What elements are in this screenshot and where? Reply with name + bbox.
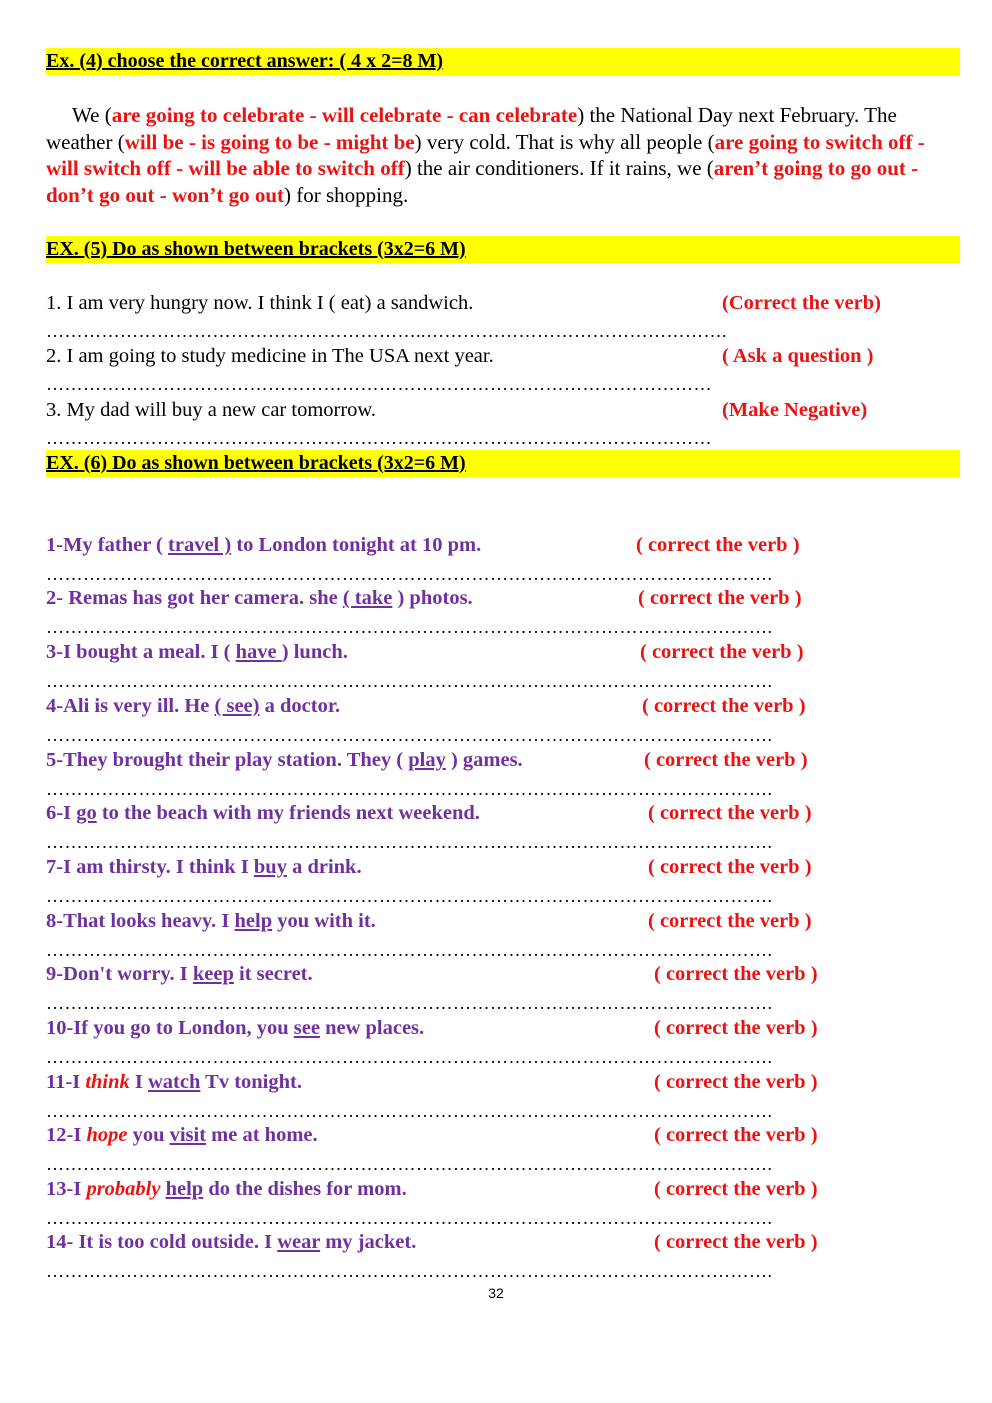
ex4-s2-b: ) very cold. That is why all people ( — [414, 129, 715, 154]
ex6-item-7 — [46, 852, 362, 882]
ex6-item-1-instruction: ( correct the verb ) — [636, 534, 800, 556]
ex6-item-10-instruction: ( correct the verb ) — [654, 1017, 818, 1039]
ex6-item-4-pre: 4-Ali is very ill. He — [46, 695, 215, 717]
ex5-heading-bar — [46, 236, 960, 263]
ex6-item-13-keyword: probably — [86, 1178, 161, 1200]
ex5-item-2-instruction: ( Ask a question ) — [722, 345, 874, 367]
ex6-item-9-verb: keep — [192, 963, 234, 985]
ex6-item-2-post: ) photos. — [392, 587, 473, 609]
ex6-item-4 — [46, 691, 340, 721]
ex6-item-4-instruction: ( correct the verb ) — [642, 695, 806, 717]
ex6-item-8 — [46, 906, 376, 936]
ex6-item-8-post: you with it. — [272, 910, 376, 932]
ex5-item-2-answer-line[interactable]: ……………………………………………………………………………………………… — [46, 374, 712, 394]
ex6-item-12-post: me at home. — [206, 1124, 318, 1146]
ex6-item-10-answer-line[interactable]: ………………………………………………………………………………………………………. — [46, 1047, 773, 1067]
ex4-s4-options: aren’t going to go out - don’t go out - won’t go out — [46, 156, 919, 207]
ex6-item-14-verb: wear — [277, 1231, 321, 1253]
ex6-item-11-instruction: ( correct the verb ) — [654, 1071, 818, 1093]
ex6-item-1-pre: 1-My father ( — [46, 534, 169, 556]
ex4-s4-b: ) for shopping. — [284, 182, 409, 207]
ex6-item-11-keyword: think — [85, 1071, 130, 1093]
ex6-item-12-answer-line[interactable]: ………………………………………………………………………………………………………. — [46, 1154, 773, 1174]
ex4-heading: Ex. (4) choose the correct answer: ( 4 x 2=8 M) — [46, 50, 444, 72]
ex5-item-1-answer-line[interactable]: ……………………………………………………..…………………………………………. — [46, 321, 727, 341]
ex6-item-6-pre: 6-I — [46, 802, 77, 824]
ex6-item-1-answer-line[interactable]: ………………………………………………………………………………………………………. — [46, 564, 773, 584]
ex6-item-8-verb: help — [234, 910, 273, 932]
ex6-item-2 — [46, 583, 473, 613]
ex6-heading: EX. (6) Do as shown between brackets (3x2=6 M) — [46, 452, 466, 474]
ex6-item-14-pre: 14- It is too cold outside. I — [46, 1231, 278, 1253]
ex6-item-14-answer-line[interactable]: ………………………………………………………………………………………………………. — [46, 1261, 773, 1281]
ex6-item-14-instruction: ( correct the verb ) — [654, 1231, 818, 1253]
ex4-s3-options: are going to switch off - will switch off - will be able to switch off — [46, 129, 925, 180]
ex6-item-3-instruction: ( correct the verb ) — [640, 641, 804, 663]
ex6-item-3-verb: have — [235, 641, 282, 663]
ex6-item-10-verb: see — [293, 1017, 320, 1039]
ex6-item-5-answer-line[interactable]: ………………………………………………………………………………………………………. — [46, 779, 773, 799]
ex6-item-3-answer-line[interactable]: ………………………………………………………………………………………………………. — [46, 671, 773, 691]
ex5-item-3-answer-line[interactable]: ……………………………………………………………………………………………… — [46, 428, 712, 448]
ex6-item-3-pre: 3-I bought a meal. I ( — [46, 641, 236, 663]
ex6-item-10-post: new places. — [319, 1017, 425, 1039]
ex6-item-10-pre: 10-If you go to London, you — [46, 1017, 294, 1039]
ex5-item-3-instruction: (Make Negative) — [722, 399, 868, 421]
ex6-item-2-verb: ( take — [342, 587, 393, 609]
ex6-item-2-pre: 2- Remas has got her camera. she — [46, 587, 343, 609]
ex6-item-6-answer-line[interactable]: ………………………………………………………………………………………………………. — [46, 832, 773, 852]
ex6-item-14 — [46, 1227, 416, 1257]
ex6-item-2-answer-line[interactable]: ………………………………………………………………………………………………………. — [46, 617, 773, 637]
ex6-item-11-post: Tv tonight. — [200, 1071, 302, 1093]
ex6-item-1-verb: travel ) — [168, 534, 232, 556]
ex4-s2-a: The weather ( — [46, 103, 897, 154]
ex6-item-13-pre: 13-I — [46, 1178, 87, 1200]
ex6-item-10 — [46, 1013, 424, 1043]
ex6-item-5-instruction: ( correct the verb ) — [644, 749, 808, 771]
ex6-item-13-answer-line[interactable]: ………………………………………………………………………………………………………. — [46, 1208, 773, 1228]
ex6-item-6-post: to the beach with my friends next weekend. — [96, 802, 480, 824]
ex6-item-9 — [46, 959, 313, 989]
ex6-item-13 — [46, 1174, 407, 1204]
ex6-item-8-answer-line[interactable]: ………………………………………………………………………………………………………. — [46, 940, 773, 960]
ex5-item-1: 1. I am very hungry now. I think I ( eat) a sandwich. — [46, 292, 474, 314]
ex6-item-3-post: ) lunch. — [281, 641, 348, 663]
ex6-item-8-instruction: ( correct the verb ) — [648, 910, 812, 932]
ex6-item-7-instruction: ( correct the verb ) — [648, 856, 812, 878]
ex6-item-12-instruction: ( correct the verb ) — [654, 1124, 818, 1146]
ex5-heading: EX. (5) Do as shown between brackets (3x2=6 M) — [46, 238, 466, 260]
ex6-item-12-mid: you — [127, 1124, 170, 1146]
ex6-item-12-verb: visit — [169, 1124, 207, 1146]
ex6-item-11-answer-line[interactable]: ………………………………………………………………………………………………………. — [46, 1101, 773, 1121]
ex6-heading-bar — [46, 450, 960, 477]
ex6-item-12 — [46, 1120, 318, 1150]
ex6-item-6 — [46, 798, 480, 828]
ex6-item-11 — [46, 1067, 302, 1097]
ex6-item-5 — [46, 745, 523, 775]
ex6-item-9-answer-line[interactable]: ………………………………………………………………………………………………………. — [46, 993, 773, 1013]
ex4-s3-b: ) the air conditioners. If it rains, we ( — [404, 156, 714, 180]
ex6-item-9-post: it secret. — [233, 963, 313, 985]
ex6-item-13-instruction: ( correct the verb ) — [654, 1178, 818, 1200]
ex6-item-1 — [46, 530, 481, 560]
ex6-item-11-verb: watch — [148, 1071, 201, 1093]
ex6-item-6-verb: go — [76, 802, 97, 824]
ex4-s2-options: will be - is going to be - might be — [124, 129, 415, 154]
ex5-item-3: 3. My dad will buy a new car tomorrow. — [46, 399, 377, 421]
ex6-item-4-answer-line[interactable]: ………………………………………………………………………………………………………. — [46, 725, 773, 745]
ex6-item-11-mid: I — [129, 1071, 148, 1093]
ex6-item-11-pre: 11-I — [46, 1071, 86, 1093]
ex6-item-13-verb: help — [165, 1178, 204, 1200]
ex6-item-13-post: do the dishes for mom. — [203, 1178, 407, 1200]
ex4-s1-options: are going to celebrate - will celebrate - can celebrate — [111, 103, 578, 127]
ex6-item-7-answer-line[interactable]: ………………………………………………………………………………………………………. — [46, 886, 773, 906]
ex5-item-2: 2. I am going to study medicine in The USA next year. — [46, 345, 494, 367]
ex6-item-7-verb: buy — [253, 856, 287, 878]
ex6-item-5-verb: play — [408, 749, 446, 771]
ex6-item-12-pre: 12-I — [46, 1124, 87, 1146]
ex6-item-4-post: a doctor. — [259, 695, 341, 717]
ex6-item-7-post: a drink. — [286, 856, 362, 878]
ex6-item-9-pre: 9-Don't worry. I — [46, 963, 193, 985]
ex4-s1-b: ) the National Day next February. — [577, 103, 860, 127]
ex6-item-5-post: ) games. — [445, 749, 523, 771]
ex6-item-4-verb: ( see) — [214, 695, 260, 717]
ex6-item-8-pre: 8-That looks heavy. I — [46, 910, 235, 932]
ex4-paragraph — [46, 102, 958, 208]
ex4-heading-bar — [46, 48, 960, 75]
ex6-item-6-instruction: ( correct the verb ) — [648, 802, 812, 824]
ex6-item-5-pre: 5-They brought their play station. They ( — [46, 749, 409, 771]
ex6-item-1-post: to London tonight at 10 pm. — [231, 534, 482, 556]
ex5-item-1-instruction: (Correct the verb) — [722, 292, 881, 314]
ex6-item-7-pre: 7-I am thirsty. I think I — [46, 856, 254, 878]
ex6-item-12-keyword: hope — [86, 1124, 128, 1146]
ex6-item-2-instruction: ( correct the verb ) — [638, 587, 802, 609]
page-number: 32 — [488, 1285, 504, 1301]
ex4-s1-a: We ( — [72, 103, 112, 127]
ex6-item-9-instruction: ( correct the verb ) — [654, 963, 818, 985]
ex6-item-14-post: my jacket. — [320, 1231, 417, 1253]
ex6-item-3 — [46, 637, 348, 667]
